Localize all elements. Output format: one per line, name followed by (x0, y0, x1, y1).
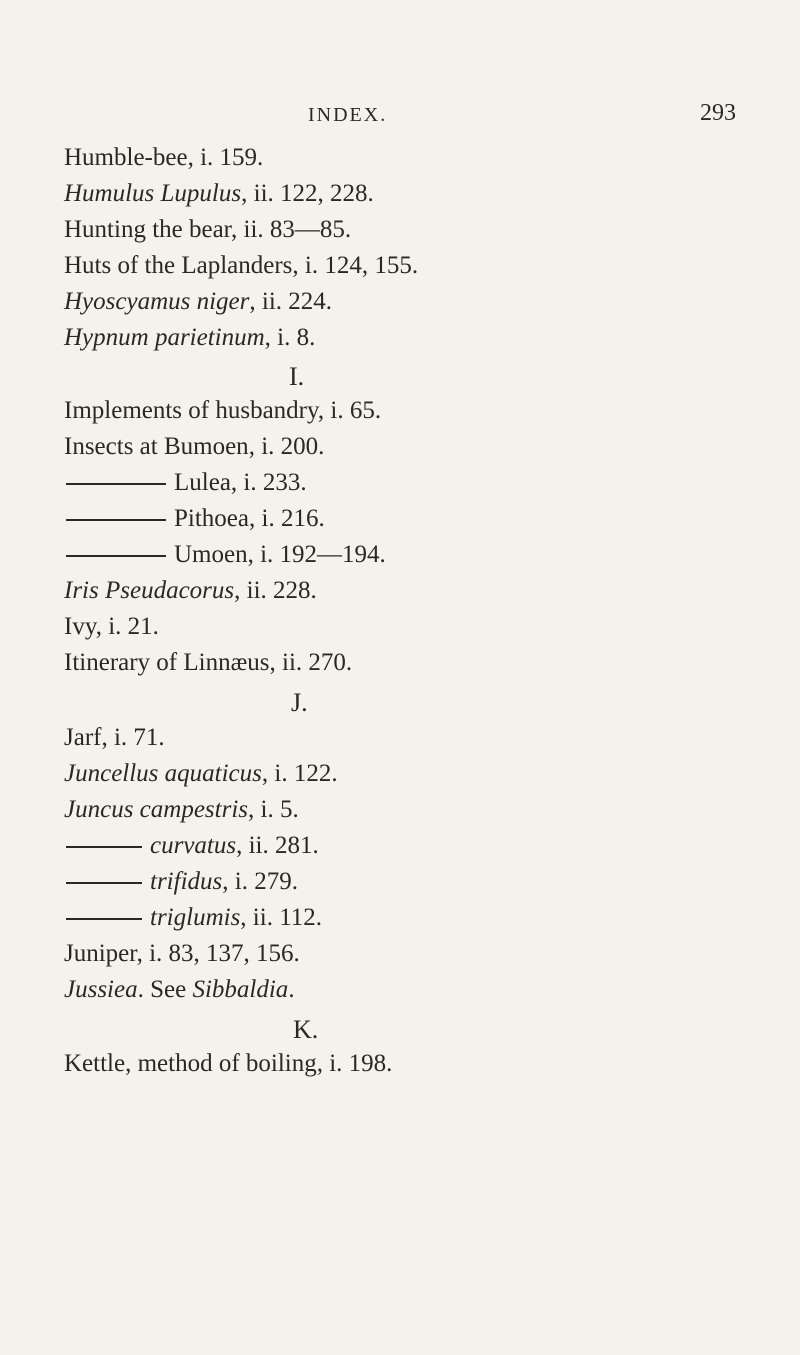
index-entry: Jarf, i. 71. (64, 724, 165, 751)
index-entry: trifidus, i. 279. (64, 867, 298, 897)
ditto-dash (66, 519, 166, 521)
index-entry: Juniper, i. 83, 137, 156. (64, 940, 300, 967)
index-entry: Kettle, method of boiling, i. 198. (64, 1050, 393, 1077)
index-entry: Jussiea. See Sibbaldia. (64, 976, 295, 1003)
index-entry: Juncellus aquaticus, i. 122. (64, 760, 338, 787)
section-letter-k: K. (293, 1015, 319, 1044)
index-entry: Juncus campestris, i. 5. (64, 796, 299, 823)
index-entry: Ivy, i. 21. (64, 613, 159, 640)
index-entry: triglumis, ii. 112. (64, 903, 322, 933)
index-entry: curvatus, ii. 281. (64, 831, 319, 861)
index-entry: Insects at Bumoen, i. 200. (64, 433, 325, 460)
section-letter-i: I. (289, 362, 305, 391)
index-entry: Hunting the bear, ii. 83—85. (64, 216, 352, 243)
index-entry: Itinerary of Linnæus, ii. 270. (64, 649, 353, 676)
page-number: 293 (700, 100, 736, 126)
ditto-dash (66, 882, 142, 884)
index-entry: Hypnum parietinum, i. 8. (64, 324, 316, 351)
index-entry: Humble-bee, i. 159. (64, 144, 264, 171)
index-entry: Pithoea, i. 216. (64, 504, 325, 534)
index-entry: Implements of husbandry, i. 65. (64, 397, 382, 424)
index-entry: Humulus Lupulus, ii. 122, 228. (64, 180, 374, 207)
section-letter-j: J. (291, 688, 308, 717)
index-entry: Umoen, i. 192—194. (64, 540, 386, 570)
ditto-dash (66, 918, 142, 920)
index-entry: Lulea, i. 233. (64, 468, 307, 498)
ditto-dash (66, 846, 142, 848)
ditto-dash (66, 483, 166, 485)
ditto-dash (66, 555, 166, 557)
index-entry: Huts of the Laplanders, i. 124, 155. (64, 252, 419, 279)
index-entry: Iris Pseudacorus, ii. 228. (64, 577, 317, 604)
running-head: INDEX. (308, 104, 388, 126)
index-entry: Hyoscyamus niger, ii. 224. (64, 288, 333, 315)
